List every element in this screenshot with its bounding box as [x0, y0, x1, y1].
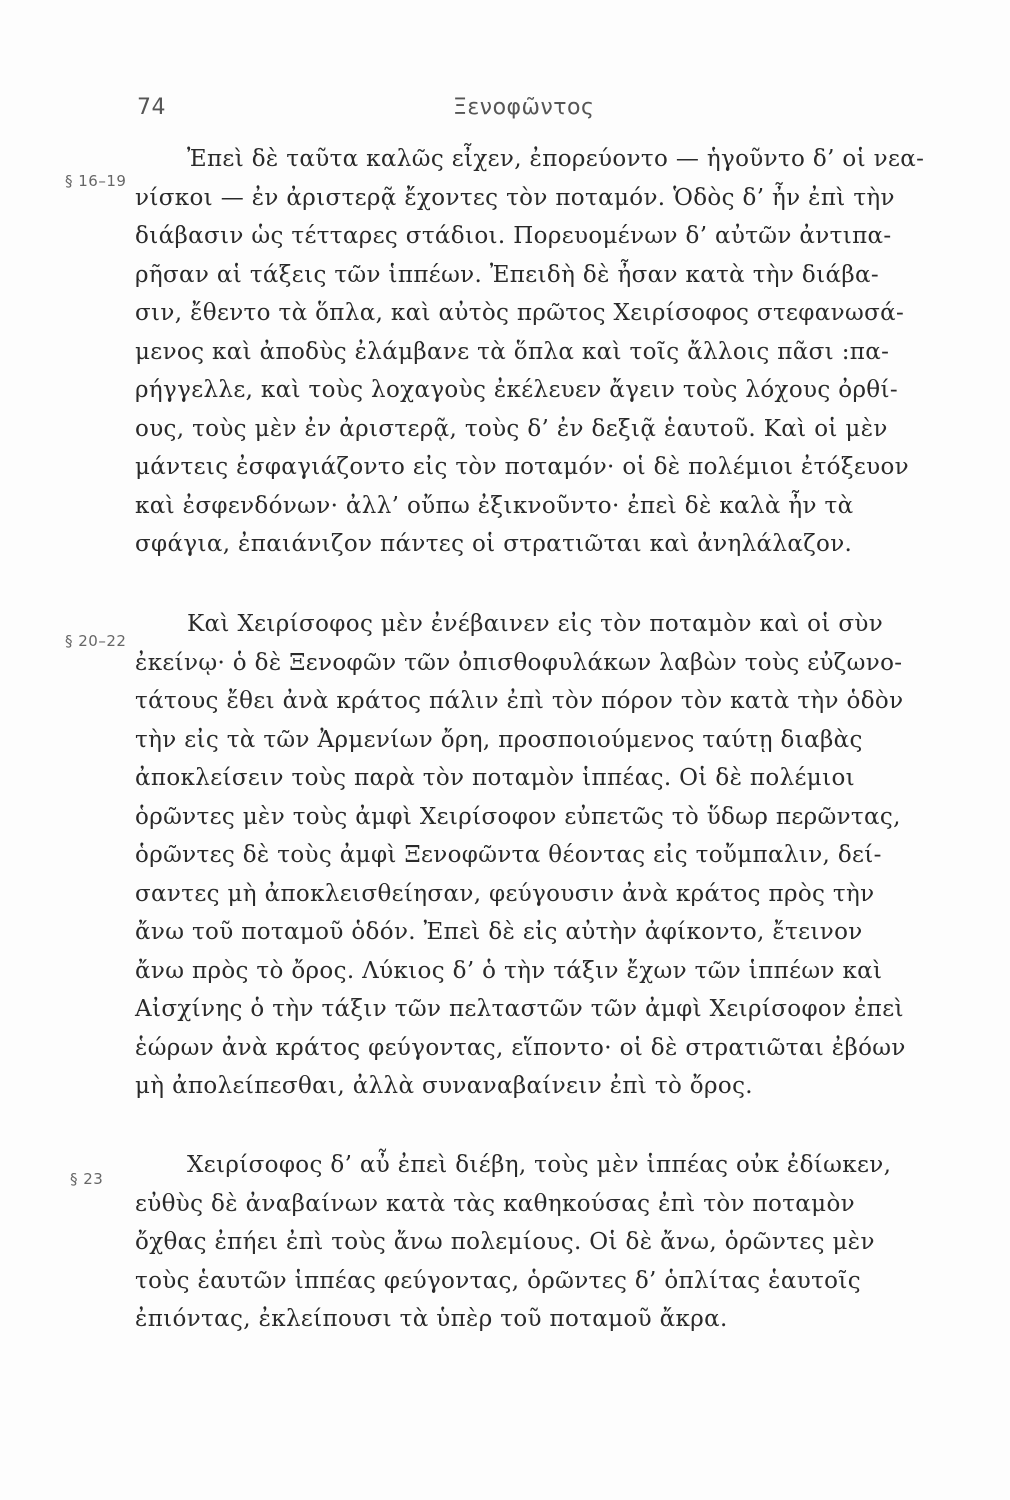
section-marker: § 20–22 — [65, 632, 127, 650]
text-line: ἀποκλείσειν τοὺς παρὰ τὸν ποταμὸν ἱππέας. Οἱ δὲ πολέμιοι — [135, 765, 856, 791]
paragraph-sections-20-22 — [135, 605, 965, 1106]
section-marker: § 16–19 — [65, 172, 127, 190]
text-line: διάβασιν ὡς τέτταρες στάδιοι. Πορευομένων δ’ αὐτῶν ἀντιπα- — [135, 223, 892, 249]
text-line: τάτους ἔθει ἀνὰ κράτος πάλιν ἐπὶ τὸν πόρον τὸν κατὰ τὴν ὁδὸν — [135, 688, 904, 714]
running-title: Ξενοφῶντος — [453, 95, 595, 120]
text-line: ὄχθας ἐπήει ἐπὶ τοὺς ἄνω πολεμίους. Οἱ δὲ ἄνω, ὁρῶντες μὲν — [135, 1229, 875, 1255]
text-line: ἄνω πρὸς τὸ ὄρος. Λύκιος δ’ ὁ τὴν τάξιν ἔχων τῶν ἱππέων καὶ — [135, 957, 883, 984]
text-line: ους, τοὺς μὲν ἐν ἀριστερᾷ, τοὺς δ’ ἐν δεξιᾷ ἑαυτοῦ. Καὶ οἱ μὲν — [135, 415, 888, 442]
text-line: ρήγγελλε, καὶ τοὺς λοχαγοὺς ἐκέλευεν ἄγειν τοὺς λόχους ὀρθί- — [135, 377, 898, 403]
text-line: μὴ ἀπολείπεσθαι, ἀλλὰ συναναβαίνειν ἐπὶ τὸ ὄρος. — [135, 1073, 753, 1099]
text-line: ὁρῶντες μὲν τοὺς ἀμφὶ Χειρίσοφον εὐπετῶς τὸ ὕδωρ περῶντας, — [135, 803, 901, 830]
page-number: 74 — [137, 95, 166, 120]
text-line: τοὺς ἑαυτῶν ἱππέας φεύγοντας, ὁρῶντες δ’ ὁπλίτας ἑαυτοῖς — [135, 1267, 861, 1294]
text-line: ὁρῶντες δὲ τοὺς ἀμφὶ Ξενοφῶντα θέοντας εἰς τοὔμπαλιν, δεί- — [135, 842, 882, 868]
text-line: εὐθὺς δὲ ἀναβαίνων κατὰ τὰς καθηκούσας ἐπὶ τὸν ποταμὸν — [135, 1190, 855, 1217]
page-header — [0, 95, 1010, 135]
paragraph-section-23 — [135, 1146, 965, 1339]
text-line: ρῆσαν αἱ τάξεις τῶν ἱππέων. Ἐπειδὴ δὲ ἦσαν κατὰ τὴν διάβα- — [135, 261, 880, 288]
text-line: σιν, ἔθεντο τὰ ὅπλα, καὶ αὐτὸς πρῶτος Χειρίσοφος στεφανωσά- — [135, 300, 905, 326]
paragraph-sections-16-19 — [135, 140, 965, 564]
text-line: νίσκοι — ἐν ἀριστερᾷ ἔχοντες τὸν ποταμόν. Ὁδὸς δ’ ἦν ἐπὶ τὴν — [135, 184, 895, 211]
text-line: Ἐπεὶ δὲ ταῦτα καλῶς εἶχεν, ἐπορεύοντο — ἡγοῦντο δ’ οἱ νεα- — [187, 146, 925, 172]
text-line: σαντες μὴ ἀποκλεισθείησαν, φεύγουσιν ἀνὰ κράτος πρὸς τὴν — [135, 880, 875, 907]
text-line: μενος καὶ ἀποδὺς ἐλάμβανε τὰ ὅπλα καὶ τοῖς ἄλλοις πᾶσι :πα- — [135, 338, 890, 365]
text-line: Χειρίσοφος δ’ αὖ ἐπεὶ διέβη, τοὺς μὲν ἱππέας οὐκ ἐδίωκεν, — [187, 1152, 892, 1178]
text-line: ἐπιόντας, ἐκλείπουσι τὰ ὑπὲρ τοῦ ποταμοῦ ἄκρα. — [135, 1306, 728, 1332]
text-line: Αἰσχίνης ὁ τὴν τάξιν τῶν πελταστῶν τῶν ἀμφὶ Χειρίσοφον ἐπεὶ — [135, 996, 904, 1022]
text-line: καὶ ἐσφενδόνων· ἀλλ’ οὔπω ἐξικνοῦντο· ἐπεὶ δὲ καλὰ ἦν τὰ — [135, 492, 854, 519]
section-marker: § 23 — [70, 1170, 104, 1188]
text-line: τὴν εἰς τὰ τῶν Ἀρμενίων ὄρη, προσποιούμενος ταύτῃ διαβὰς — [135, 726, 863, 753]
text-line: Καὶ Χειρίσοφος μὲν ἐνέβαινεν εἰς τὸν ποταμὸν καὶ οἱ σὺν — [187, 611, 884, 637]
text-line: μάντεις ἐσφαγιάζοντο εἰς τὸν ποταμόν· οἱ δὲ πολέμιοι ἐτόξευον — [135, 454, 910, 480]
text-line: ἄνω τοῦ ποταμοῦ ὁδόν. Ἐπεὶ δὲ εἰς αὐτὴν ἀφίκοντο, ἔτεινον — [135, 919, 863, 945]
text-line: σφάγια, ἐπαιάνιζον πάντες οἱ στρατιῶται καὶ ἀνηλάλαζον. — [135, 531, 853, 557]
text-line: ἑώρων ἀνὰ κράτος φεύγοντας, εἵποντο· οἱ δὲ στρατιῶται ἐβόων — [135, 1034, 906, 1061]
text-line: ἐκείνῳ· ὁ δὲ Ξενοφῶν τῶν ὀπισθοφυλάκων λαβὼν τοὺς εὐζωνο- — [135, 649, 903, 676]
